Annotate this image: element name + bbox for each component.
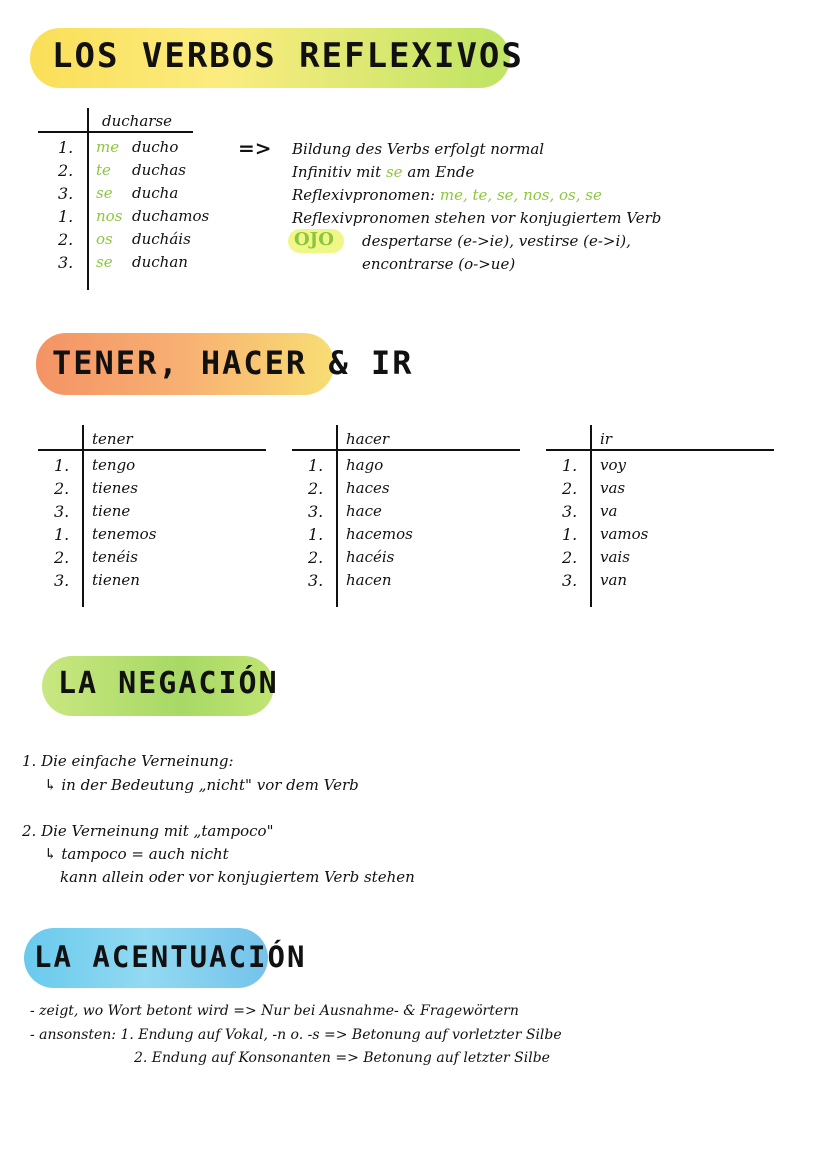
verb-form: vas bbox=[600, 479, 626, 497]
verb-form: ducha bbox=[132, 184, 179, 202]
row-number: 1. bbox=[54, 525, 70, 544]
note-line-1: Bildung des Verbs erfolgt normal bbox=[292, 140, 545, 158]
verb-form: tenemos bbox=[92, 525, 157, 543]
reflexive-pronoun: se bbox=[96, 184, 113, 202]
row-number: 2. bbox=[562, 479, 578, 498]
verb-table-header-line bbox=[292, 449, 520, 451]
negacion-line-1: 1. Die einfache Verneinung: bbox=[22, 752, 234, 770]
acentuacion-line-2: - ansonsten: 1. Endung auf Vokal, -n o. -s => Betonung auf vorletzter Silbe bbox=[30, 1027, 562, 1043]
acentuacion-line-3: 2. Endung auf Konsonanten => Betonung auf letzter Silbe bbox=[134, 1050, 550, 1066]
verb-table-divider bbox=[336, 425, 338, 607]
verb-table-header: tener bbox=[92, 430, 133, 448]
row-number: 1. bbox=[562, 525, 578, 544]
verb-form: tienen bbox=[92, 571, 140, 589]
row-number: 1. bbox=[58, 207, 74, 226]
verb-form: haces bbox=[346, 479, 390, 497]
negacion-line-2: ↳ in der Bedeutung „nicht" vor dem Verb bbox=[44, 776, 359, 794]
ojo-label: OJO bbox=[294, 229, 334, 250]
row-number: 3. bbox=[562, 502, 578, 521]
note-line-3: Reflexivpronomen: me, te, se, nos, os, se bbox=[292, 186, 602, 204]
verb-form: hacemos bbox=[346, 525, 413, 543]
row-number: 1. bbox=[562, 456, 578, 475]
row-number: 3. bbox=[58, 184, 74, 203]
negacion-line-4: ↳ tampoco = auch nicht bbox=[44, 845, 229, 863]
row-number: 2. bbox=[58, 230, 74, 249]
section-title-tener: TENER, HACER & IR bbox=[52, 344, 414, 382]
row-number: 3. bbox=[54, 571, 70, 590]
row-number: 2. bbox=[308, 548, 324, 567]
verb-form: duchan bbox=[132, 253, 188, 271]
verb-table-header-line bbox=[38, 449, 266, 451]
row-number: 1. bbox=[58, 138, 74, 157]
verb-table-header: hacer bbox=[346, 430, 390, 448]
verb-form: hago bbox=[346, 456, 384, 474]
verb-table-divider bbox=[82, 425, 84, 607]
row-number: 1. bbox=[308, 525, 324, 544]
reflexive-pronoun: nos bbox=[96, 207, 123, 225]
row-number: 3. bbox=[308, 571, 324, 590]
verb-form: va bbox=[600, 502, 618, 520]
row-number: 3. bbox=[58, 253, 74, 272]
reflexive-pronoun: os bbox=[96, 230, 113, 248]
verb-form: vamos bbox=[600, 525, 649, 543]
row-number: 3. bbox=[562, 571, 578, 590]
verb-form: van bbox=[600, 571, 628, 589]
table-header-line bbox=[38, 131, 193, 133]
verb-form: hace bbox=[346, 502, 382, 520]
row-number: 3. bbox=[54, 502, 70, 521]
verb-table-header: ir bbox=[600, 430, 612, 448]
reflexive-pronoun: te bbox=[96, 161, 111, 179]
table-header: ducharse bbox=[102, 112, 173, 130]
row-number: 2. bbox=[54, 479, 70, 498]
verb-form: hacéis bbox=[346, 548, 395, 566]
row-number: 2. bbox=[54, 548, 70, 567]
row-number: 2. bbox=[562, 548, 578, 567]
negacion-line-5: kann allein oder vor konjugiertem Verb stehen bbox=[60, 868, 415, 886]
verb-form: vais bbox=[600, 548, 630, 566]
section-title-reflexivos: LOS VERBOS REFLEXIVOS bbox=[52, 36, 524, 76]
verb-table-header-line bbox=[546, 449, 774, 451]
reflexive-pronoun: se bbox=[96, 253, 113, 271]
verb-form: voy bbox=[600, 456, 626, 474]
row-number: 1. bbox=[308, 456, 324, 475]
row-number: 2. bbox=[58, 161, 74, 180]
note-line-6: encontrarse (o->ue) bbox=[362, 255, 516, 273]
verb-form: duchamos bbox=[132, 207, 210, 225]
negacion-line-3: 2. Die Verneinung mit „tampoco" bbox=[22, 822, 274, 840]
verb-form: tienes bbox=[92, 479, 138, 497]
row-number: 2. bbox=[308, 479, 324, 498]
verb-form: hacen bbox=[346, 571, 392, 589]
arrow: => bbox=[238, 136, 272, 160]
verb-form: tiene bbox=[92, 502, 131, 520]
verb-form: tenéis bbox=[92, 548, 138, 566]
note-line-5: despertarse (e->ie), vestirse (e->i), bbox=[362, 232, 631, 250]
row-number: 1. bbox=[54, 456, 70, 475]
reflexive-pronoun: me bbox=[96, 138, 120, 156]
verb-table-divider bbox=[590, 425, 592, 607]
verb-form: ducho bbox=[132, 138, 179, 156]
table-divider bbox=[87, 108, 89, 290]
acentuacion-line-1: - zeigt, wo Wort betont wird => Nur bei Ausnahme- & Fragewörtern bbox=[30, 1003, 519, 1019]
verb-form: duchas bbox=[132, 161, 186, 179]
verb-form: ducháis bbox=[132, 230, 191, 248]
note-line-4: Reflexivpronomen stehen vor konjugiertem Verb bbox=[292, 209, 662, 227]
section-title-negacion: LA NEGACIÓN bbox=[58, 666, 279, 701]
row-number: 3. bbox=[308, 502, 324, 521]
verb-form: tengo bbox=[92, 456, 136, 474]
note-line-2: Infinitiv mit se am Ende bbox=[292, 163, 475, 181]
section-title-acentuacion: LA ACENTUACIÓN bbox=[34, 940, 307, 974]
